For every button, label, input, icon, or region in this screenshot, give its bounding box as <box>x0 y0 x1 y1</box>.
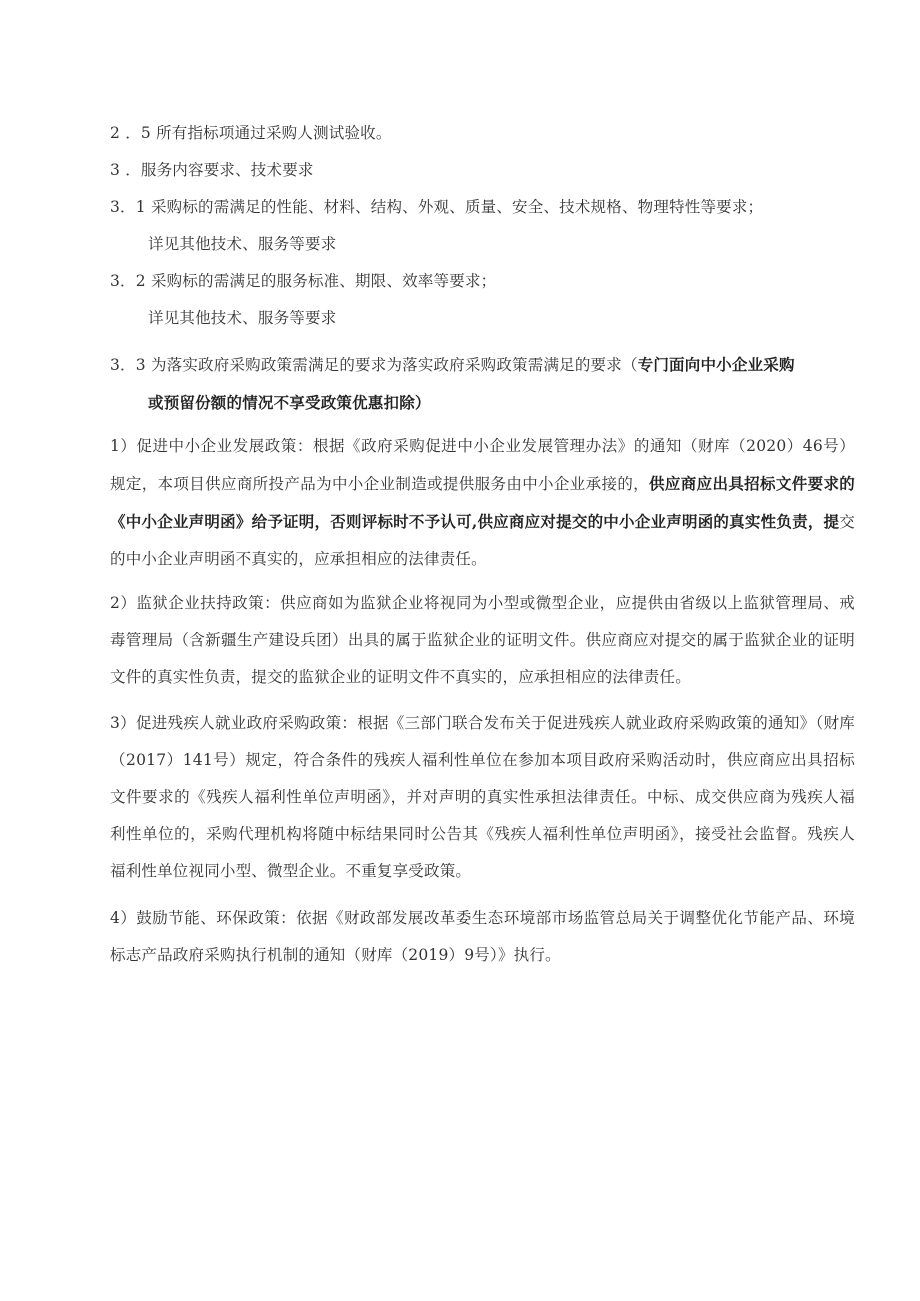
item-3-2-detail: 详见其他技术、服务等要求 <box>148 309 337 327</box>
item-3-3-bold-b: 或预留份额的情况不享受政策优惠扣除） <box>148 393 431 412</box>
item-3-1-detail: 详见其他技术、服务等要求 <box>148 235 337 253</box>
policy-sme-text-a: 1）促进中小企业发展政策：根据《政府采购促进中小企业发展管理办法》的通知（财库（2020）46号）规定，本项目供应商所投产品为中小企业制造或提供服务由中小企业承接的， <box>110 437 855 493</box>
item-3-3-text: 3．3 为落实政府采购政策需满足的要求为落实政府采购政策需满足的要求（ <box>110 356 638 374</box>
item-3-3 <box>110 346 855 421</box>
item-3-1: 3．1 采购标的需满足的性能、材料、结构、外观、质量、安全、技术规格、物理特性等要求； <box>110 198 764 216</box>
policy-paragraph-sme <box>110 428 855 578</box>
item-3-2: 3．2 采购标的需满足的服务标准、期限、效率等要求； <box>110 272 497 290</box>
policy-paragraph-prison <box>110 585 855 696</box>
policy-disability-text: 3）促进残疾人就业政府采购政策：根据《三部门联合发布关于促进残疾人就业政府采购政策的通知》（财库（2017）141号）规定，符合条件的残疾人福利性单位在参加本项目政府采购活动时，供应商应出具招标文件要求的《残疾人福利性单位声明函》，并对声明的真实性承担法律责任。中标、成交供应商为残疾人福利性单位的，采购代理机构将随中标结果同时公告其《残疾人福利性单位声明函》，接受社会监督。残疾人福利性单位视同小型、微型企业。不重复享受政策。 <box>110 714 855 880</box>
policy-paragraph-disability <box>110 705 855 890</box>
item-2-5: 2 ．5 所有指标项通过采购人测试验收。 <box>110 124 392 142</box>
policy-energy-text: 4）鼓励节能、环保政策：依据《财政部发展改革委生态环境部市场监管总局关于调整优化节能产品、环境标志产品政府采购执行机制的通知（财库（2019）9号）》执行。 <box>110 909 855 964</box>
policy-paragraph-energy <box>110 900 855 974</box>
item-3-heading: 3 ．服务内容要求、技术要求 <box>110 161 314 179</box>
policy-prison-text: 2）监狱企业扶持政策：供应商如为监狱企业将视同为小型或微型企业，应提供由省级以上监狱管理局、戒毒管理局（含新疆生产建设兵团）出具的属于监狱企业的证明文件。供应商应对提交的属于监狱企业的证明文件的真实性负责，提交的监狱企业的证明文件不真实的，应承担相应的法律责任。 <box>110 594 855 686</box>
policy-sme-text-b: 交的中小企业声明函不真实的，应承担相应的法律责任。 <box>110 513 855 568</box>
item-3-3-bold-a: 专门面向中小企业采购 <box>637 355 795 374</box>
policy-sme-bold: 供应商应出具招标文件要求的《中小企业声明函》给予证明，否则评标时不予认可,供应商应对提交的中小企业声明函的真实性负责，提 <box>110 474 855 531</box>
